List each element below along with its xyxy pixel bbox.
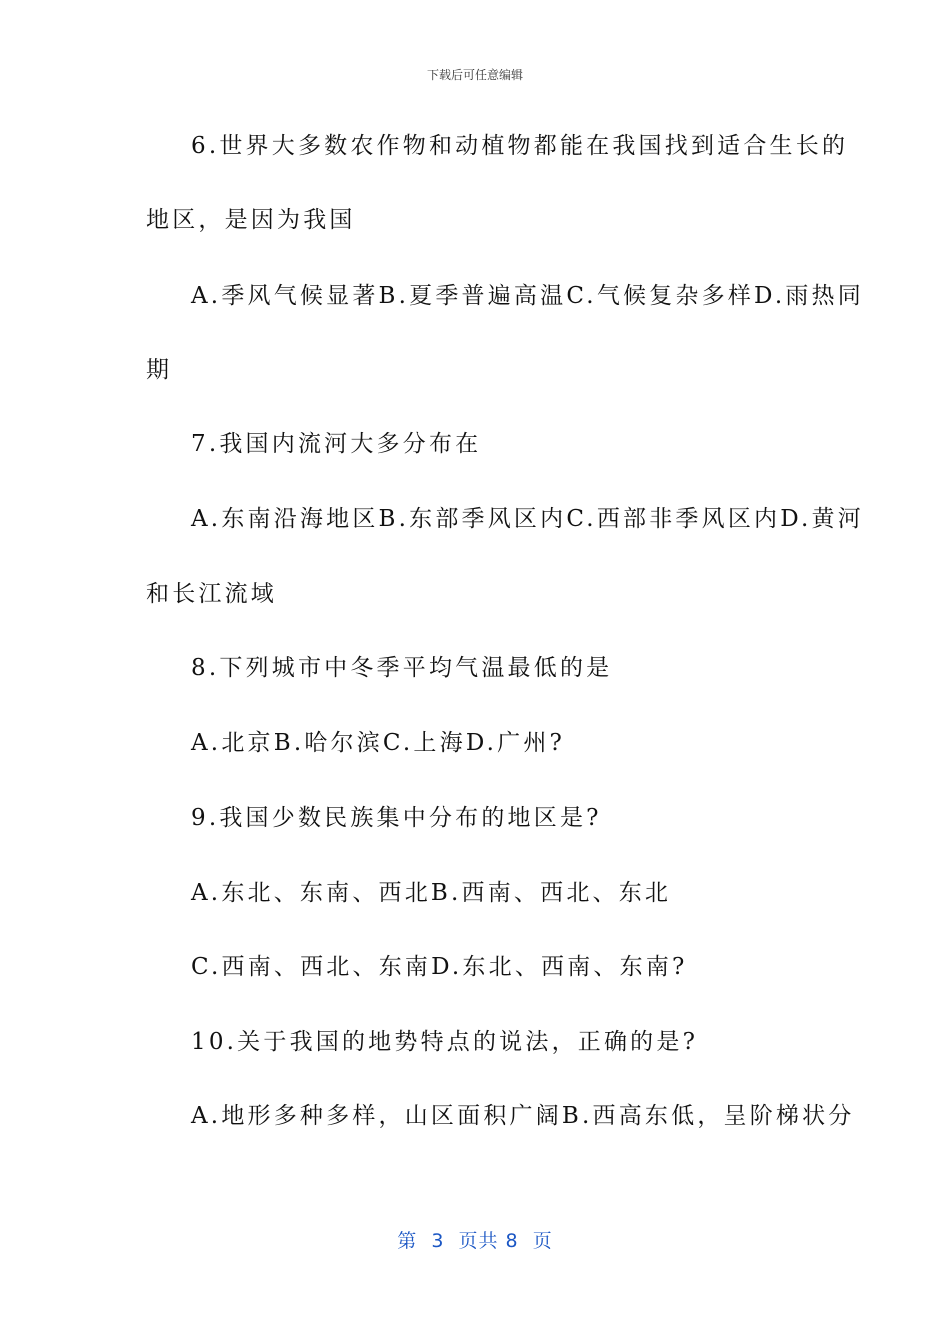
page-header: 下载后可任意编辑: [426, 68, 523, 82]
question-10: 10.关于我国的地势特点的说法，正确的是?: [191, 1029, 699, 1055]
page-footer: 第 3 页共 8 页: [397, 1230, 553, 1252]
question-7-options-line-2: 和长江流域: [146, 581, 277, 607]
question-6-line-2: 地区，是因为我国: [146, 207, 356, 233]
question-7: 7.我国内流河大多分布在: [191, 431, 482, 457]
question-9-options-line-2: C.西南、西北、东南D.东北、西南、东南?: [191, 954, 688, 980]
question-6-line-1: 6.世界大多数农作物和动植物都能在我国找到适合生长的: [191, 133, 849, 159]
question-10-options-line-1: A.地形多种多样，山区面积广阔B.西高东低，呈阶梯状分: [191, 1103, 855, 1129]
question-9-options-line-1: A.东北、东南、西北B.西南、西北、东北: [191, 880, 672, 906]
question-8: 8.下列城市中冬季平均气温最低的是: [191, 655, 613, 681]
question-8-options: A.北京B.哈尔滨C.上海D.广州?: [191, 730, 566, 756]
question-6-options-line-1: A.季风气候显著B.夏季普遍高温C.气候复杂多样D.雨热同: [191, 283, 864, 309]
question-9: 9.我国少数民族集中分布的地区是?: [191, 805, 602, 831]
question-7-options-line-1: A.东南沿海地区B.东部季风区内C.西部非季风区内D.黄河: [191, 506, 864, 532]
question-6-options-line-2: 期: [146, 357, 173, 383]
